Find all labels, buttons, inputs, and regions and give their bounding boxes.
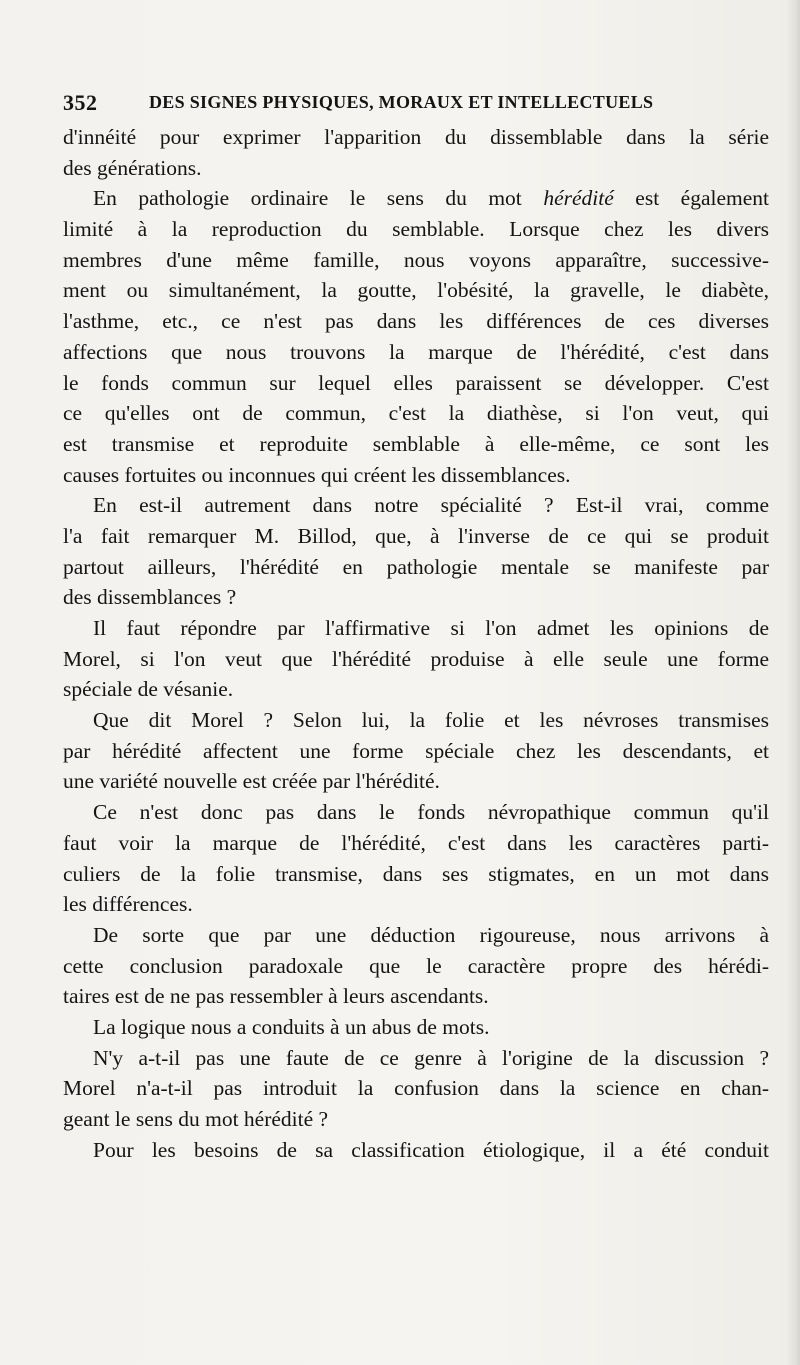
- text-line: Morel, si l'on veut que l'hérédité produise à elle seule une forme: [63, 646, 769, 671]
- text-line: causes fortuites ou inconnues qui créent les dissemblances.: [63, 462, 571, 487]
- text-line: par hérédité affectent une forme spéciale chez les descendants, et: [63, 738, 769, 763]
- text-line: d'innéité pour exprimer l'apparition du dissemblable dans la série: [63, 125, 769, 149]
- text-line: geant le sens du mot hérédité ?: [63, 1107, 329, 1131]
- text-line: partout ailleurs, l'hérédité en pathologie mentale se manifeste par: [63, 554, 769, 579]
- text-line: spéciale de vésanie.: [63, 677, 234, 702]
- text-line: les différences.: [63, 892, 193, 917]
- text-line: Ce n'est donc pas dans le fonds névropathique commun qu'il: [93, 800, 769, 825]
- text-line: membres d'une même famille, nous voyons apparaître, successive-: [63, 247, 769, 272]
- running-title: DES SIGNES PHYSIQUES, MORAUX ET INTELLECTUELS: [149, 92, 654, 112]
- text-line: des dissemblances ?: [63, 585, 237, 610]
- page-number: 352: [63, 90, 98, 115]
- text-line-end: est également: [635, 186, 769, 211]
- text-line: Il faut répondre par l'affirmative si l'on admet les opinions de: [93, 616, 769, 640]
- text-line: Que dit Morel ? Selon lui, la folie et les névroses transmises: [93, 708, 769, 733]
- text-line: culiers de la folie transmise, dans ses stigmates, en un mot dans: [63, 861, 769, 886]
- text-line-start: En pathologie ordinaire le sens du mot: [93, 186, 522, 211]
- text-line: affections que nous trouvons la marque de l'hérédité, c'est dans: [63, 339, 769, 364]
- text-line: des générations.: [63, 155, 202, 180]
- text-line: limité à la reproduction du semblable. Lorsque chez les divers: [63, 217, 769, 242]
- text-line: une variété nouvelle est créée par l'hérédité.: [63, 769, 440, 794]
- text-line: N'y a-t-il pas une faute de ce genre à l'origine de la discussion ?: [93, 1045, 769, 1070]
- text-line: La logique nous a conduits à un abus de mots.: [93, 1014, 490, 1039]
- page-header: [0, 90, 800, 120]
- text-line: Morel n'a-t-il pas introduit la confusion dans la science en chan-: [63, 1076, 769, 1101]
- text-line: De sorte que par une déduction rigoureuse, nous arrivons à: [93, 922, 769, 947]
- body-text: [63, 122, 769, 1165]
- text-line: cette conclusion paradoxale que le caractère propre des hérédi-: [63, 953, 769, 978]
- text-line: En est-il autrement dans notre spécialité ? Est-il vrai, comme: [93, 493, 769, 518]
- text-line: taires est de ne pas ressembler à leurs ascendants.: [63, 984, 489, 1009]
- page-edge-shadow: [786, 0, 800, 1365]
- text-line: Pour les besoins de sa classification étiologique, il a été conduit: [93, 1137, 769, 1162]
- text-line: [63, 183, 769, 214]
- text-line: l'asthme, etc., ce n'est pas dans les différences de ces diverses: [63, 309, 769, 334]
- text-line: est transmise et reproduite semblable à elle-même, ce sont les: [63, 431, 769, 456]
- text-line: l'a fait remarquer M. Billod, que, à l'inverse de ce qui se produit: [63, 523, 769, 548]
- text-line: faut voir la marque de l'hérédité, c'est dans les caractères parti-: [63, 830, 769, 855]
- text-line: le fonds commun sur lequel elles paraissent se développer. C'est: [63, 370, 769, 395]
- text-line: ce qu'elles ont de commun, c'est la diathèse, si l'on veut, qui: [63, 401, 769, 426]
- text-line: ment ou simultanément, la goutte, l'obésité, la gravelle, le diabète,: [63, 278, 769, 303]
- emphasized-term: hérédité: [543, 186, 614, 211]
